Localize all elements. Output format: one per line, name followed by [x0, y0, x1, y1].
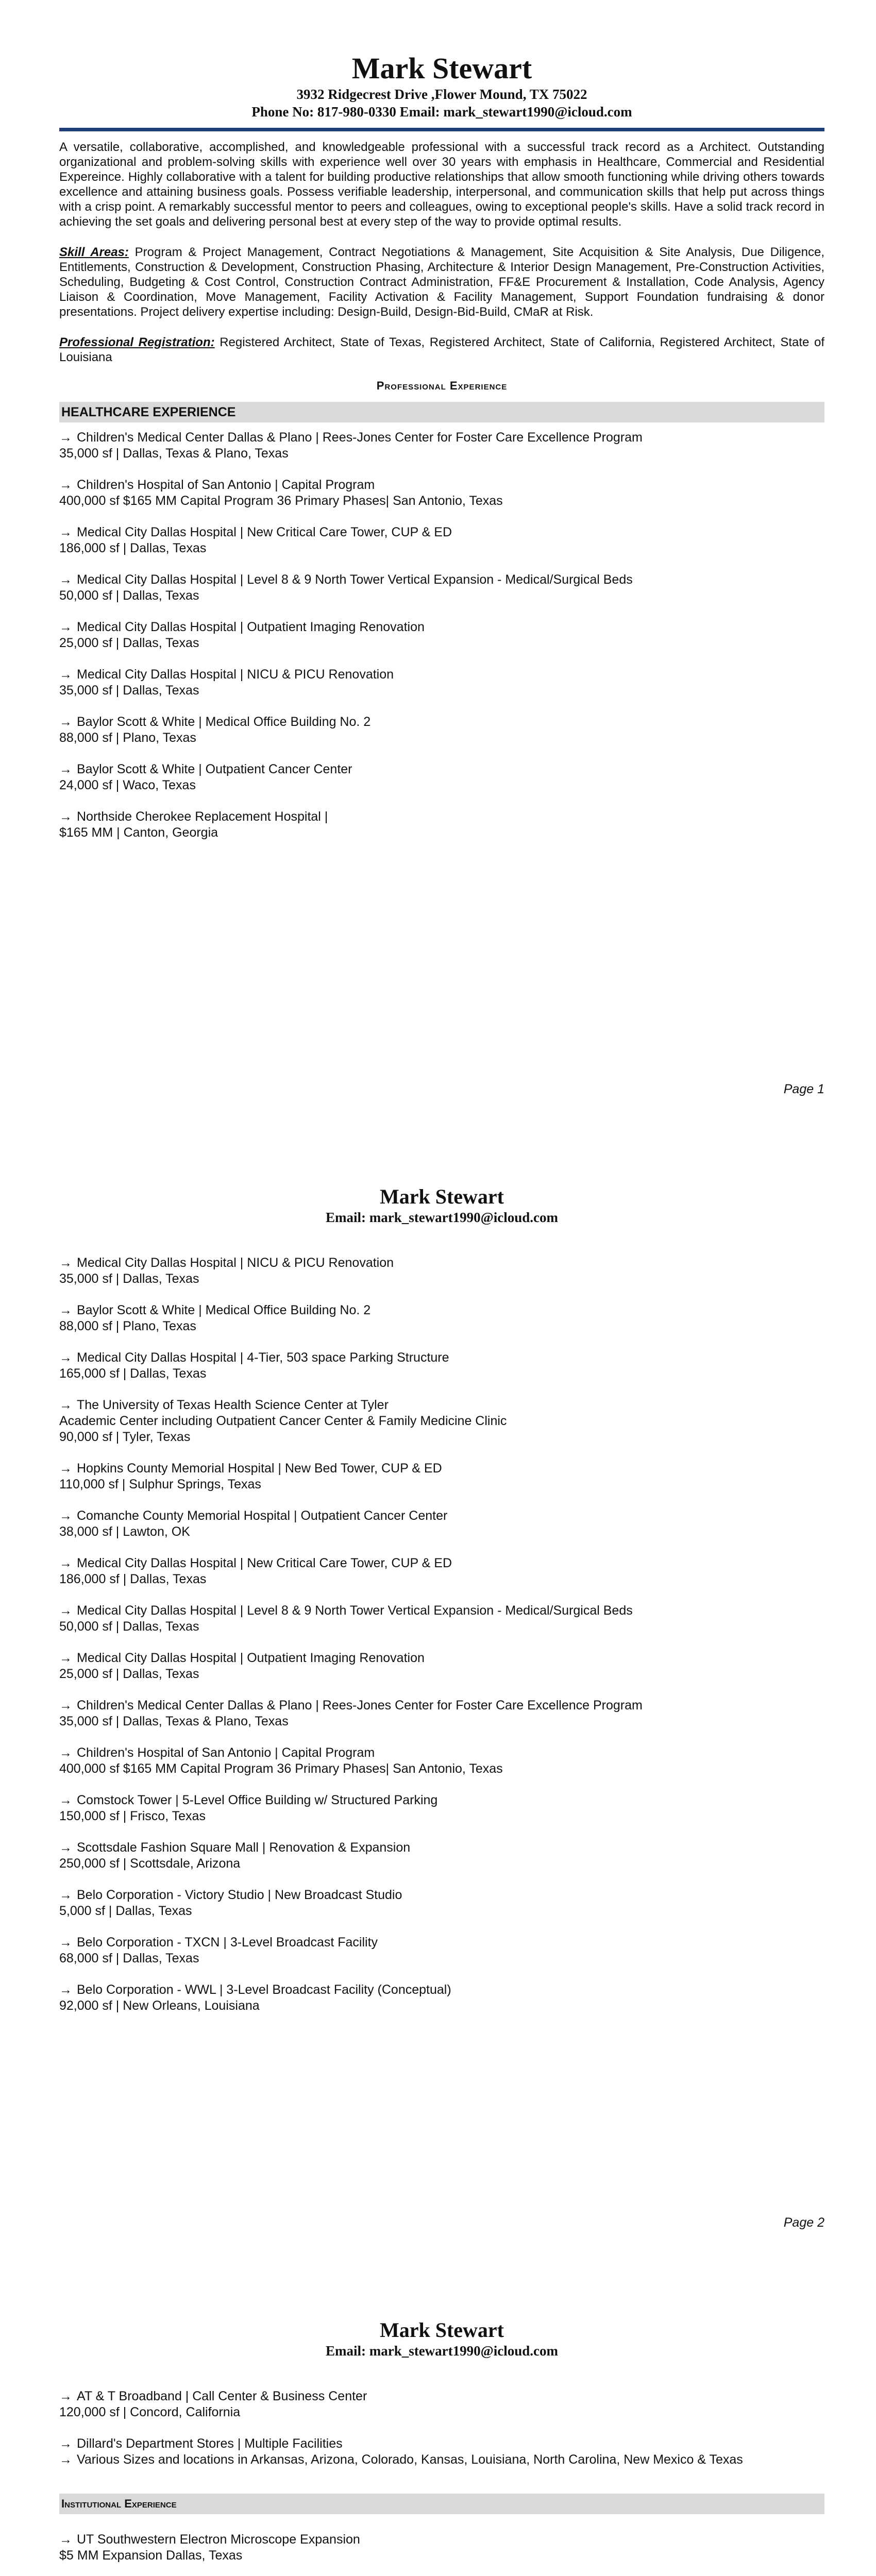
- page-number: Page 2: [783, 2215, 824, 2230]
- project-title-line: [59, 1745, 824, 1761]
- project-detail: 110,000 sf | Sulphur Springs, Texas: [59, 1477, 261, 1492]
- project-title-line: [59, 809, 824, 825]
- project-detail: 35,000 sf | Dallas, Texas: [59, 683, 199, 698]
- project-title: Northside Cherokee Replacement Hospital |: [77, 809, 328, 824]
- arrow-right-icon: →: [59, 1793, 72, 1807]
- project-title: Comstock Tower | 5-Level Office Building w/ Structured Parking: [77, 1793, 438, 1807]
- list-item: [59, 477, 824, 509]
- list-item: [59, 2532, 824, 2564]
- list-item: [59, 1255, 824, 1287]
- project-detail: 90,000 sf | Tyler, Texas: [59, 1430, 191, 1444]
- project-detail: 68,000 sf | Dallas, Texas: [59, 1951, 199, 1965]
- project-title-line: [59, 1461, 824, 1477]
- project-title: Children's Hospital of San Antonio | Capital Program: [77, 478, 375, 492]
- project-title-line: [59, 1255, 824, 1271]
- arrow-right-icon: →: [59, 572, 72, 587]
- arrow-right-icon: →: [59, 1935, 72, 1950]
- page-1: [0, 0, 876, 1133]
- arrow-right-icon: →: [59, 1982, 72, 1997]
- list-item: [59, 809, 824, 841]
- list-item: [59, 667, 824, 699]
- address: 3932 Ridgecrest Drive ,Flower Mound, TX 75022: [296, 87, 587, 102]
- phone-email: Phone No: 817-980-0330 Email: mark_stewart1990@icloud.com: [251, 104, 632, 120]
- page-2: [0, 1133, 876, 2267]
- list-item: [59, 714, 824, 746]
- project-detail: 92,000 sf | New Orleans, Louisiana: [59, 1998, 260, 2013]
- project-title-line: [59, 1650, 824, 1666]
- page3-project-list: [59, 2388, 824, 2420]
- project-detail: 150,000 sf | Frisco, Texas: [59, 1809, 206, 1823]
- project-title-line: [59, 761, 824, 777]
- project-title: Medical City Dallas Hospital | Outpatient Imaging Renovation: [77, 1651, 425, 1665]
- project-detail: 50,000 sf | Dallas, Texas: [59, 1619, 199, 1634]
- project-title: The University of Texas Health Science Center at Tyler: [77, 1398, 389, 1412]
- project-title: Scottsdale Fashion Square Mall | Renovation & Expansion: [77, 1840, 411, 1855]
- arrow-right-icon: →: [59, 1256, 72, 1270]
- arrow-right-icon: →: [59, 1350, 72, 1365]
- project-title-line: [59, 1302, 824, 1318]
- arrow-right-icon: →: [59, 1303, 72, 1317]
- header-rule: [59, 128, 824, 131]
- project-title-line: [59, 667, 824, 683]
- list-item: → Dillard's Department Stores | Multiple Facilities → Various Sizes and locations in Arkansas, Arizona, Colorado, Kansas, Louisiana, North Carolina, New Mexico & Texas: [59, 2436, 743, 2467]
- registration: [59, 335, 824, 365]
- project-detail: 35,000 sf | Dallas, Texas & Plano, Texas: [59, 1714, 289, 1728]
- list-item: [59, 1350, 824, 1382]
- project-detail: 400,000 sf $165 MM Capital Program 36 Primary Phases| San Antonio, Texas: [59, 1761, 503, 1776]
- project-title-line: [59, 714, 824, 730]
- email: Email: mark_stewart1990@icloud.com: [325, 1210, 559, 1225]
- skill-areas: [59, 245, 824, 319]
- project-detail: 250,000 sf | Scottsdale, Arizona: [59, 1856, 241, 1871]
- project-title: Medical City Dallas Hospital | New Critical Care Tower, CUP & ED: [77, 525, 452, 539]
- project-detail: 38,000 sf | Lawton, OK: [59, 1524, 190, 1539]
- project-title-line: [59, 477, 824, 493]
- list-item: [59, 761, 824, 793]
- project-detail: 35,000 sf | Dallas, Texas: [59, 1272, 199, 1286]
- resume-name: Mark Stewart: [379, 1185, 504, 1208]
- project-detail: Academic Center including Outpatient Cancer Center & Family Medicine Clinic: [59, 1414, 507, 1428]
- project-title: Medical City Dallas Hospital | Level 8 & 9 North Tower Vertical Expansion - Medical/Surgical Beds: [77, 572, 633, 587]
- registration-label: Professional Registration:: [59, 335, 215, 349]
- arrow-right-icon: →: [59, 2452, 72, 2467]
- list-item: [59, 1982, 824, 2014]
- project-detail: 35,000 sf | Dallas, Texas & Plano, Texas: [59, 446, 289, 461]
- arrow-right-icon: →: [59, 1888, 72, 1902]
- project-title-line: [59, 1935, 824, 1951]
- project-title-line: [59, 1603, 824, 1619]
- project-detail: 88,000 sf | Plano, Texas: [59, 1319, 196, 1333]
- arrow-right-icon: →: [59, 478, 72, 492]
- project-title: Medical City Dallas Hospital | Level 8 & 9 North Tower Vertical Expansion - Medical/Surgical Beds: [77, 1603, 633, 1618]
- registration-text: Registered Architect, State of Texas, Registered Architect, State of California, Registered Architect, State of Louisiana: [59, 335, 824, 364]
- project-detail: 165,000 sf | Dallas, Texas: [59, 1366, 207, 1381]
- project-detail: 24,000 sf | Waco, Texas: [59, 778, 196, 792]
- arrow-right-icon: →: [59, 1603, 72, 1618]
- project-title: Belo Corporation - Victory Studio | New Broadcast Studio: [77, 1888, 402, 1902]
- list-item: [59, 1302, 824, 1334]
- project-detail: 50,000 sf | Dallas, Texas: [59, 588, 199, 603]
- arrow-right-icon: →: [59, 1698, 72, 1713]
- email: Email: mark_stewart1990@icloud.com: [325, 2343, 559, 2359]
- project-detail: 88,000 sf | Plano, Texas: [59, 731, 196, 745]
- list-item: [59, 1792, 824, 1824]
- list-item: [59, 1603, 824, 1635]
- project-title: Baylor Scott & White | Outpatient Cancer Center: [77, 762, 352, 776]
- page2-project-list: [59, 1255, 824, 2014]
- project-title-line: [59, 619, 824, 635]
- arrow-right-icon: →: [59, 2389, 72, 2403]
- list-item: [59, 1745, 824, 1777]
- project-title-line: [59, 1397, 824, 1413]
- arrow-right-icon: →: [59, 1556, 72, 1570]
- project-detail: $165 MM | Canton, Georgia: [59, 825, 218, 840]
- project-title: Baylor Scott & White | Medical Office Building No. 2: [77, 1303, 371, 1317]
- project-detail: 120,000 sf | Concord, California: [59, 2405, 241, 2419]
- arrow-right-icon: →: [59, 1651, 72, 1665]
- list-item: [59, 1397, 824, 1445]
- project-detail: 5,000 sf | Dallas, Texas: [59, 1904, 192, 1918]
- list-item: [59, 1650, 824, 1682]
- project-title: Medical City Dallas Hospital | NICU & PICU Renovation: [77, 1256, 394, 1270]
- project-title: Medical City Dallas Hospital | Outpatient Imaging Renovation: [77, 620, 425, 634]
- project-title-line: [59, 1508, 824, 1524]
- arrow-right-icon: →: [59, 1745, 72, 1760]
- list-item: [59, 1887, 824, 1919]
- list-item: [59, 619, 824, 651]
- project-title: Children's Medical Center Dallas & Plano | Rees-Jones Center for Foster Care Excellence Program: [77, 1698, 643, 1713]
- project-title-line: [59, 1555, 824, 1571]
- list-item: [59, 1840, 824, 1872]
- project-title: Medical City Dallas Hospital | New Critical Care Tower, CUP & ED: [77, 1556, 452, 1570]
- project-title: Medical City Dallas Hospital | 4-Tier, 503 space Parking Structure: [77, 1350, 449, 1365]
- project-title-line: [59, 524, 824, 540]
- project-title: Hopkins County Memorial Hospital | New Bed Tower, CUP & ED: [77, 1461, 442, 1476]
- project-title: Belo Corporation - TXCN | 3-Level Broadcast Facility: [77, 1935, 378, 1950]
- arrow-right-icon: →: [59, 809, 72, 824]
- arrow-right-icon: →: [59, 1840, 72, 1855]
- arrow-right-icon: →: [59, 525, 72, 539]
- project-detail: 400,000 sf $165 MM Capital Program 36 Primary Phases| San Antonio, Texas: [59, 494, 503, 508]
- project-title-line: [59, 1840, 824, 1856]
- project-title-line: [59, 1350, 824, 1366]
- project-detail: 25,000 sf | Dallas, Texas: [59, 1667, 199, 1681]
- list-item: [59, 1935, 824, 1967]
- list-item: [59, 524, 824, 556]
- arrow-right-icon: →: [59, 667, 72, 682]
- list-item: [59, 1698, 824, 1730]
- arrow-right-icon: →: [59, 1398, 72, 1412]
- healthcare-band: HEALTHCARE EXPERIENCE: [59, 402, 824, 422]
- arrow-right-icon: →: [59, 715, 72, 729]
- project-title-line: [59, 2388, 824, 2404]
- resume-name: Mark Stewart: [379, 2318, 504, 2342]
- arrow-right-icon: →: [59, 620, 72, 634]
- page-3: [0, 2267, 876, 2576]
- institutional-project-list: [59, 2532, 824, 2576]
- project-title: Belo Corporation - WWL | 3-Level Broadcast Facility (Conceptual): [77, 1982, 451, 1997]
- project-title: Comanche County Memorial Hospital | Outpatient Cancer Center: [77, 1509, 448, 1523]
- project-title: Children's Hospital of San Antonio | Capital Program: [77, 1745, 375, 1760]
- experience-title: Professional Experience: [376, 379, 508, 392]
- skill-areas-text: Program & Project Management, Contract Negotiations & Management, Site Acquisition & Site Analysis, Due Diligence, Entitlements, Construction & Development, Construction Phasing, Architecture & Interior Design Management, Pre-Construction Activities, Scheduling, Budgeting & Cost Control, Construction Contract Administration, FF&E Procurement & Installation, Code Analysis, Agency Liaison & Coordination, Move Management, Facility Activation & Facility Management, Support Foundation fundraising & donor presentations. Project delivery expertise including: Design-Build, Design-Bid-Build, CMaR at Risk.: [59, 245, 825, 319]
- page-number: Page 1: [783, 1082, 824, 1096]
- project-title: Baylor Scott & White | Medical Office Building No. 2: [77, 715, 371, 729]
- arrow-right-icon: →: [59, 2532, 72, 2547]
- project-title: UT Southwestern Electron Microscope Expansion: [77, 2532, 360, 2547]
- project-title-line: [59, 572, 824, 588]
- project-title-line: [59, 1982, 824, 1998]
- summary: A versatile, collaborative, accomplished, and knowledgeable professional with a successful track record as a Architect. Outstanding organizational and problem-solving skills with experience well over 30 years with emphasis in Healthcare, Commercial and Residential Expereince. Highly collaborative with a talent for building productive relationships that allow smooth functioning while driving others towards excellence and attaining business goals. Possess verifiable leadership, interpersonal, and communication skills that help put across things with a crisp point. A remarkably successful mentor to peers and colleagues, owing to exceptional people's skills. Have a solid track record in achieving the set goals and delivering personal best at every step of the way to provide optimal results.: [59, 140, 824, 229]
- arrow-right-icon: →: [59, 762, 72, 776]
- project-title-line: [59, 1698, 824, 1714]
- list-item: [59, 1555, 824, 1587]
- project-title-line: [59, 1792, 824, 1808]
- arrow-right-icon: →: [59, 430, 72, 445]
- project-title: Medical City Dallas Hospital | NICU & PICU Renovation: [77, 667, 394, 682]
- list-item: [59, 2388, 824, 2420]
- project-detail: $5 MM Expansion Dallas, Texas: [59, 2548, 243, 2563]
- list-item: [59, 572, 824, 604]
- project-title-line: [59, 1887, 824, 1903]
- resume-name: Mark Stewart: [351, 52, 532, 85]
- arrow-right-icon: →: [59, 1509, 72, 1523]
- project-title-line: [59, 2532, 824, 2548]
- list-item: [59, 430, 824, 462]
- list-item: [59, 1508, 824, 1540]
- project-title: AT & T Broadband | Call Center & Business Center: [77, 2389, 367, 2403]
- project-detail: 186,000 sf | Dallas, Texas: [59, 541, 207, 555]
- project-title-line: [59, 430, 824, 446]
- project-detail: 186,000 sf | Dallas, Texas: [59, 1572, 207, 1586]
- page1-project-list: [59, 430, 824, 841]
- list-item: [59, 1461, 824, 1493]
- project-detail: 25,000 sf | Dallas, Texas: [59, 636, 199, 650]
- skill-areas-label: Skill Areas:: [59, 245, 129, 259]
- project-title: Children's Medical Center Dallas & Plano | Rees-Jones Center for Foster Care Excellence Program: [77, 430, 643, 445]
- institutional-band: Institutional Experience: [59, 2494, 824, 2514]
- arrow-right-icon: →: [59, 1461, 72, 1476]
- arrow-right-icon: →: [59, 2436, 72, 2451]
